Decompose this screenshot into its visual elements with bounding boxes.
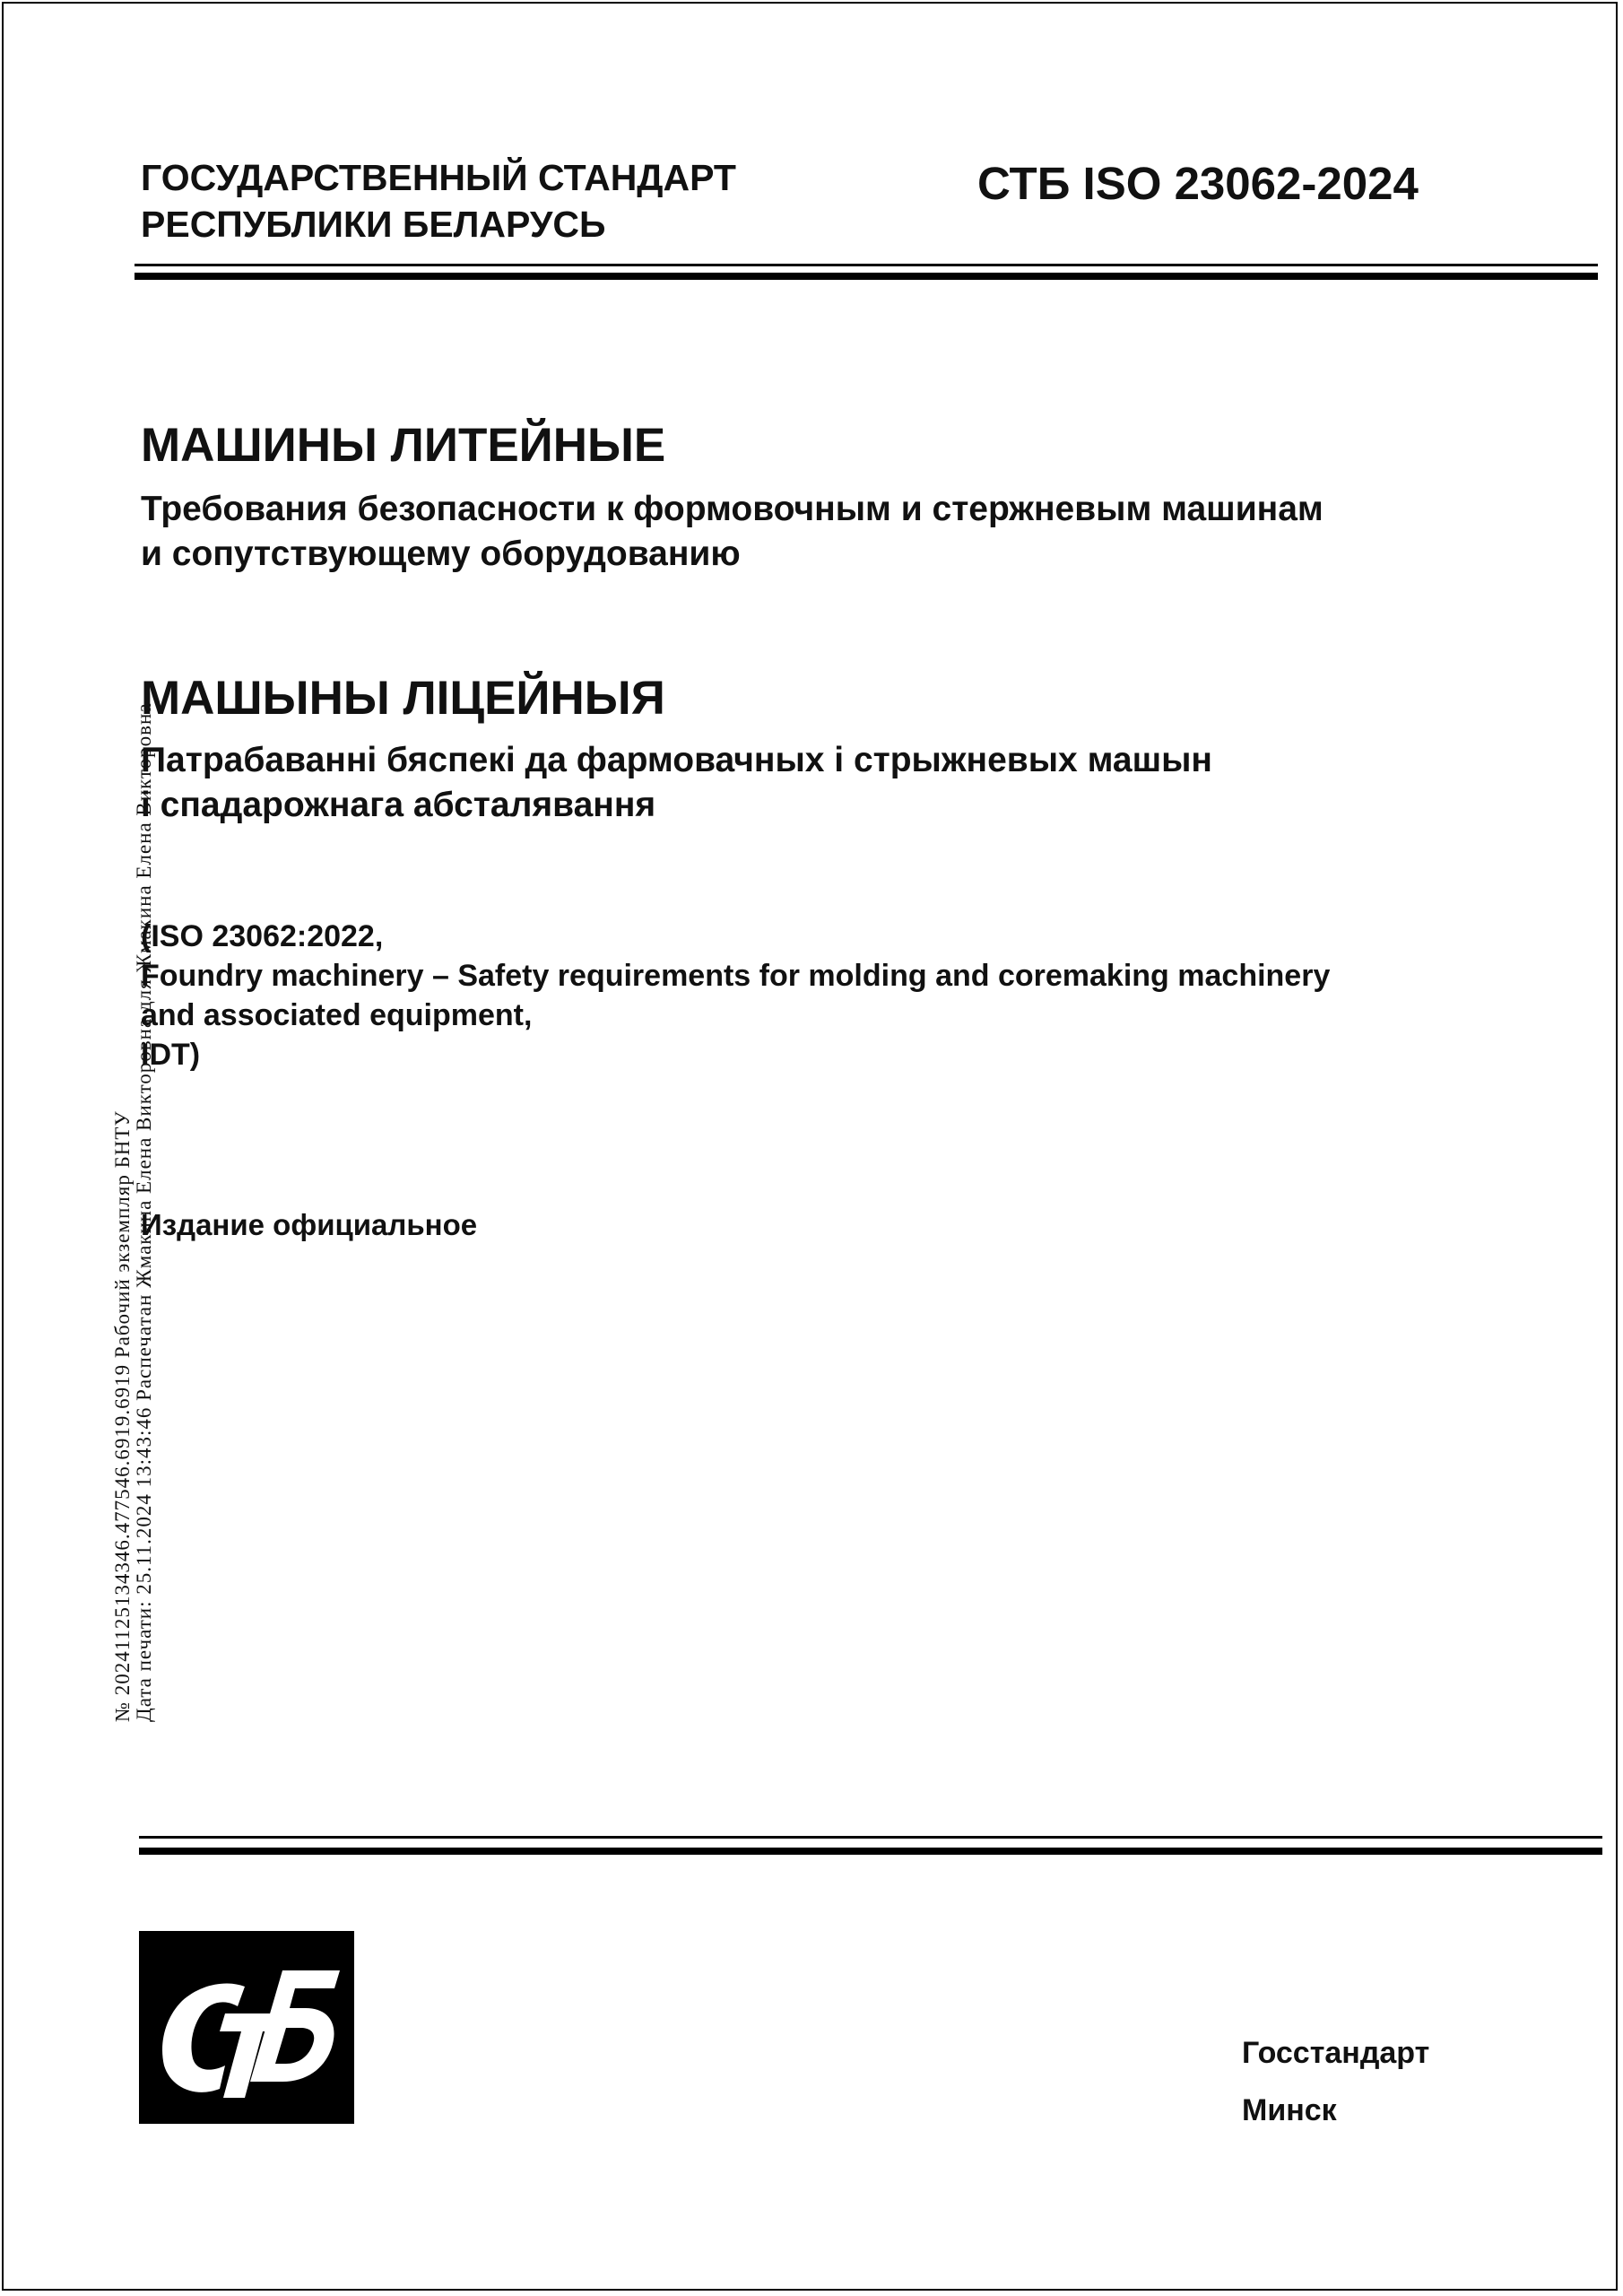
title-belarusian: МАШЫНЫ ЛІЦЕЙНЫЯ bbox=[141, 672, 665, 725]
stb-logo-graphic bbox=[139, 1931, 354, 2124]
publisher-city: Минск bbox=[1242, 2093, 1337, 2127]
stb-logo-icon bbox=[139, 1931, 354, 2124]
footer-rule-thick bbox=[139, 1848, 1602, 1855]
header-rule-thin bbox=[135, 264, 1598, 266]
iso-reference-line-2: Foundry machinery – Safety requirements for molding and coremaking machinery bbox=[141, 959, 1331, 993]
print-stamp-line-2: Дата печати: 25.11.2024 13:43:46 Распечатан Жмакина Елена Викторовна для Жмакина Елена Викторовна bbox=[133, 702, 155, 1722]
header-rule-thick bbox=[135, 273, 1598, 280]
publisher bbox=[1242, 2024, 1429, 2139]
publisher-name: Госстандарт bbox=[1242, 2036, 1430, 2070]
footer-rule-thin bbox=[139, 1836, 1602, 1839]
iso-reference bbox=[141, 917, 1330, 1074]
iso-reference-line-3: and associated equipment, bbox=[141, 998, 533, 1032]
authority-line-2: РЕСПУБЛИКИ БЕЛАРУСЬ bbox=[141, 204, 606, 245]
subtitle-belarusian-line-2: і спадарожнага абсталявання bbox=[141, 786, 656, 824]
iso-reference-line-1: (ISO 23062:2022, bbox=[141, 919, 384, 953]
standard-number: СТБ ISO 23062-2024 bbox=[977, 158, 1419, 209]
iso-reference-line-4: IDT) bbox=[141, 1038, 201, 1072]
subtitle-russian-line-2: и сопутствующему оборудованию bbox=[141, 535, 741, 573]
print-stamp bbox=[112, 610, 155, 1722]
authority-line-1: ГОСУДАРСТВЕННЫЙ СТАНДАРТ bbox=[141, 157, 736, 198]
print-stamp-line-1: № 20241125134346.477546.6919.6919 Рабочий экземпляр БНТУ bbox=[111, 1110, 134, 1722]
subtitle-russian-line-1: Требования безопасности к формовочным и стержневым машинам bbox=[141, 490, 1324, 528]
subtitle-belarusian-line-1: Патрабаванні бяспекі да фармовачных і стрыжневых машын bbox=[141, 741, 1212, 779]
issuing-authority bbox=[141, 154, 736, 248]
title-russian: МАШИНЫ ЛИТЕЙНЫЕ bbox=[141, 419, 666, 472]
edition-label: Издание официальное bbox=[141, 1208, 478, 1241]
